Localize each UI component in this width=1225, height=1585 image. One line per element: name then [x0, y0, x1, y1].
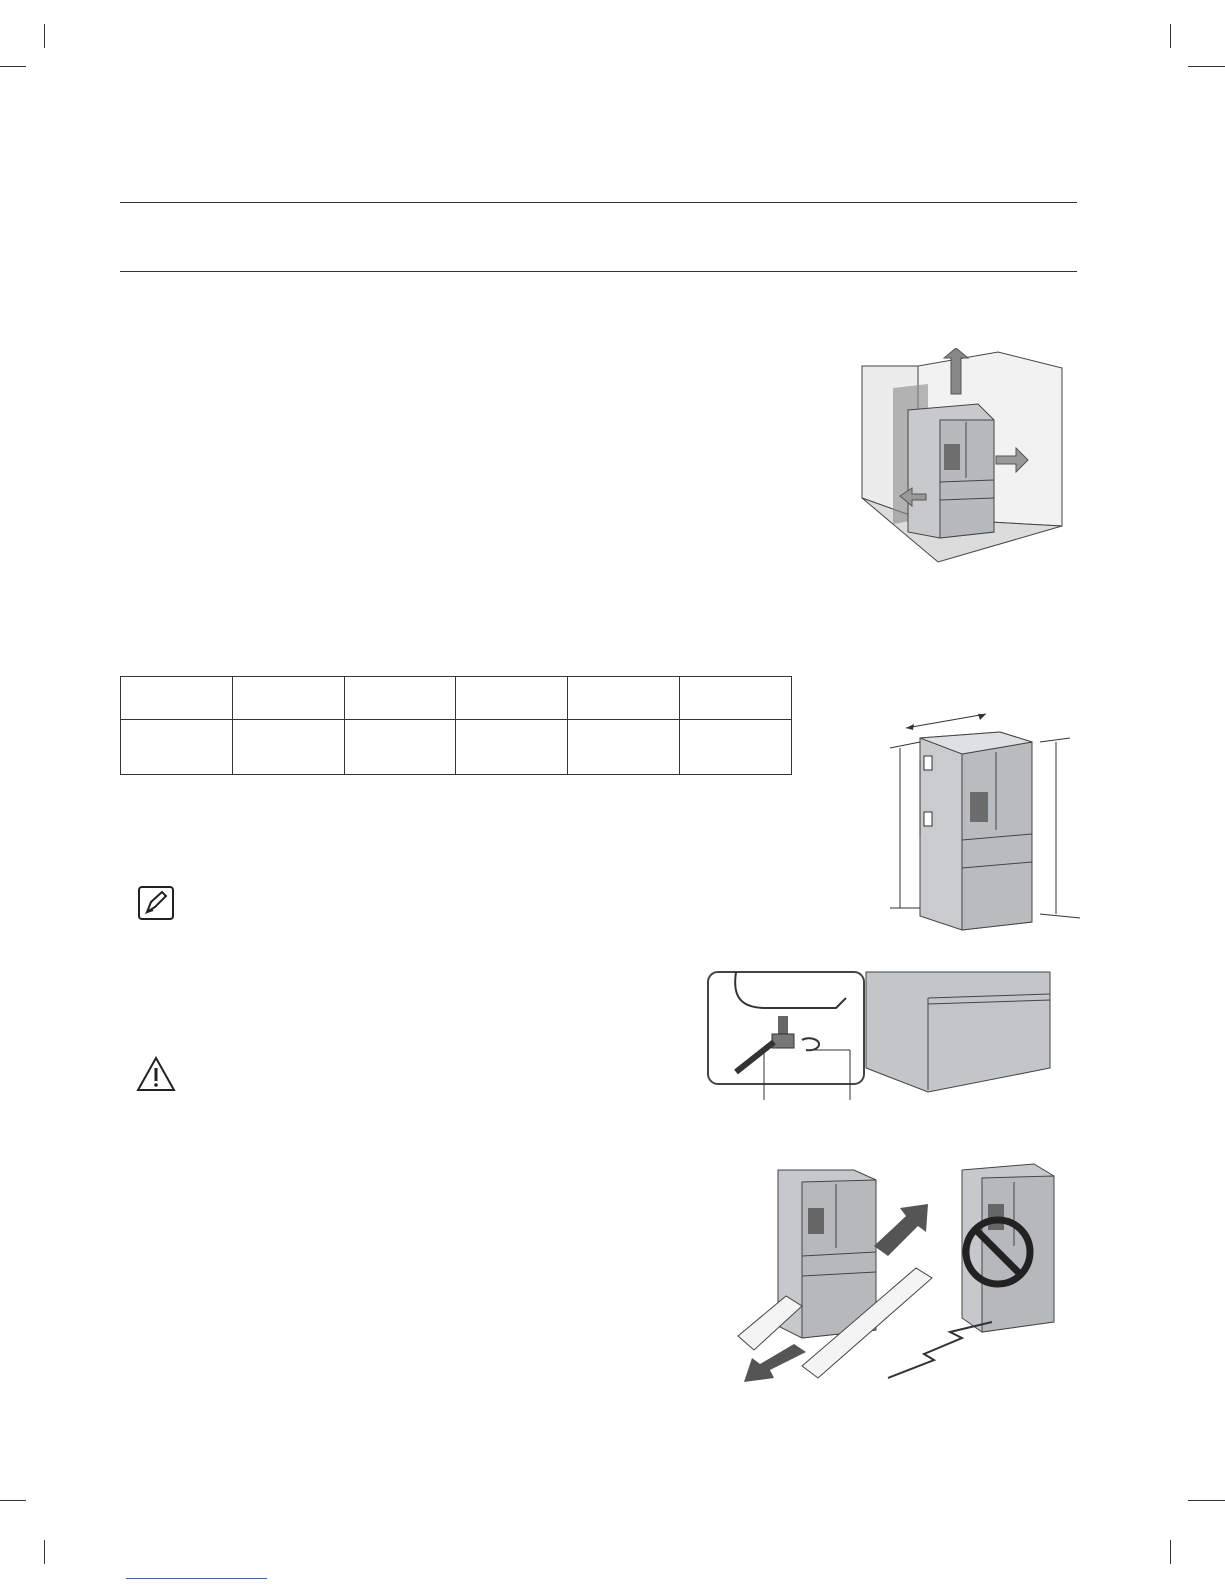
spec-table-value-cell — [456, 720, 568, 775]
note-text — [190, 888, 830, 918]
spec-table-value-cell — [680, 720, 792, 775]
spec-table-header-row — [121, 677, 792, 720]
note-pencil-icon — [138, 886, 174, 920]
footer-link-underline — [126, 1578, 267, 1579]
crop-mark-tr-v — [1170, 24, 1171, 48]
spec-table-value-row — [121, 720, 792, 775]
spec-table-value-cell — [232, 720, 344, 775]
crop-mark-tl-v — [44, 24, 45, 48]
crop-mark-tl-h — [0, 66, 26, 67]
leveling-illustration — [706, 968, 1058, 1100]
spec-table — [120, 676, 792, 775]
spec-table-header-cell — [232, 677, 344, 720]
spec-table-header-cell — [456, 677, 568, 720]
header-rule-top — [120, 202, 1077, 203]
spec-table-value-cell — [344, 720, 456, 775]
spec-table-header-cell — [680, 677, 792, 720]
spec-table-header-cell — [568, 677, 680, 720]
moving-illustration — [730, 1156, 1065, 1386]
dimensions-illustration — [880, 708, 1085, 938]
spec-table-value-cell — [121, 720, 233, 775]
crop-mark-tr-h — [1188, 66, 1225, 67]
header-rule-bottom — [120, 271, 1077, 272]
caution-text — [190, 1062, 670, 1092]
crop-mark-br-h — [1188, 1500, 1225, 1501]
crop-mark-bl-h — [0, 1500, 26, 1501]
warning-triangle-icon — [136, 1056, 176, 1092]
crop-mark-br-v — [1170, 1540, 1171, 1564]
spec-table-header-cell — [344, 677, 456, 720]
clearance-illustration — [848, 348, 1066, 566]
spec-table-header-cell — [121, 677, 233, 720]
crop-mark-bl-v — [44, 1540, 45, 1564]
spec-table-value-cell — [568, 720, 680, 775]
page-title — [120, 222, 1077, 252]
